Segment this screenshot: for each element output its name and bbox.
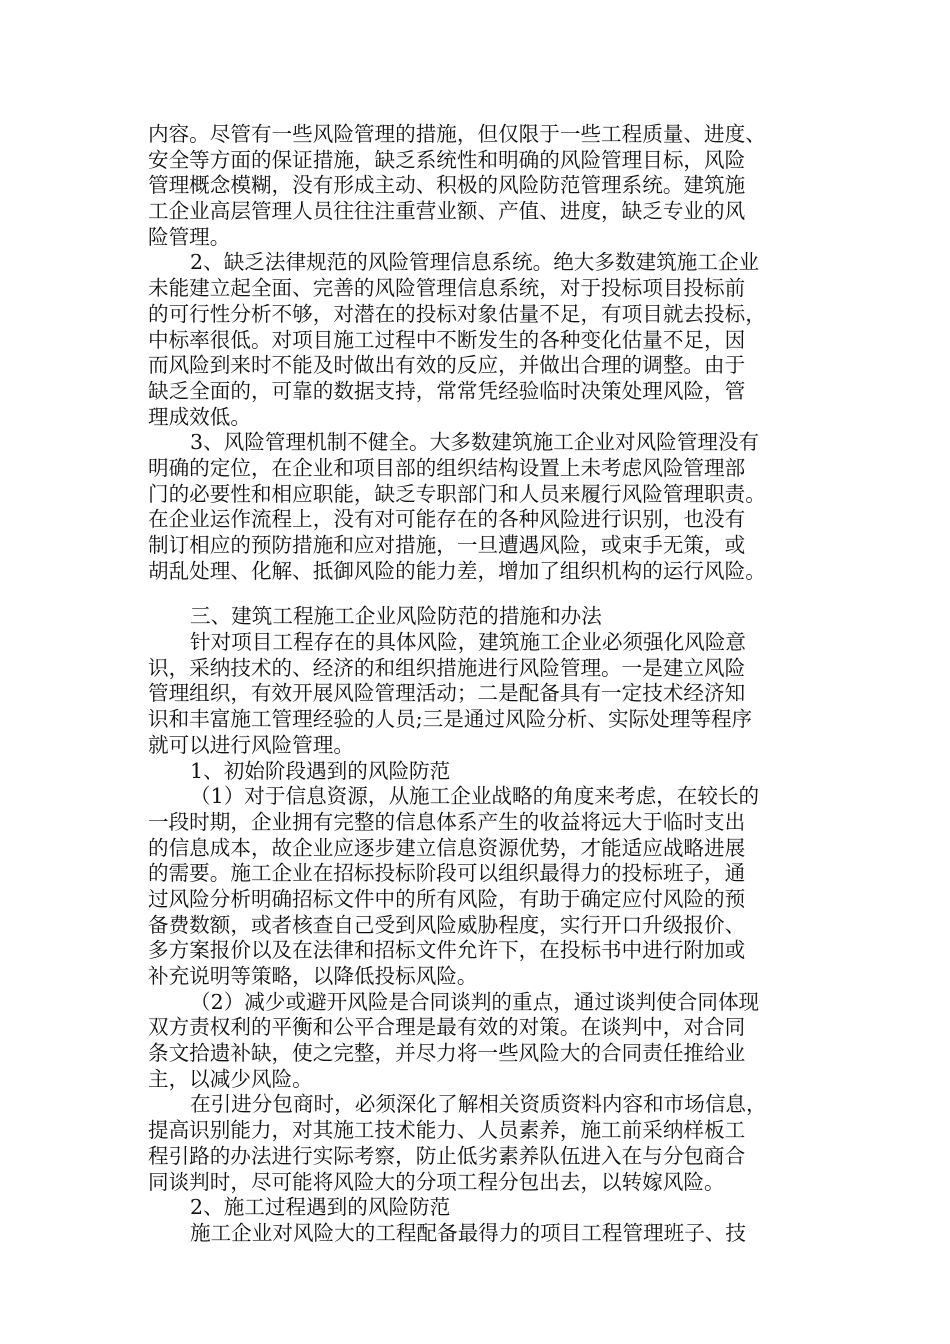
text-line: 2、缺乏法律规范的风险管理信息系统。绝大多数建筑施工企业 [190, 250, 760, 275]
document-page [148, 122, 803, 1247]
text-line: 管理组织，有效开展风险管理活动；二是配备具有一定技术经济知 [148, 681, 746, 706]
text-line: 未能建立起全面、完善的风险管理信息系统，对于投标项目投标前 [148, 276, 746, 301]
paragraph [148, 1221, 803, 1247]
text-line: 就可以进行风险管理。 [148, 732, 354, 757]
paragraph [148, 1195, 803, 1221]
paragraph [148, 759, 803, 785]
text-line: 在企业运作流程上，没有对可能存在的各种风险进行识别，也没有 [148, 507, 746, 532]
paragraph [148, 604, 803, 630]
paragraph [148, 784, 803, 990]
text-line: 而风险到来时不能及时做出有效的反应，并做出合理的调整。由于 [148, 353, 746, 378]
text-line: 主，以减少风险。 [148, 1066, 313, 1091]
text-line: 2、施工过程遇到的风险防范 [190, 1195, 451, 1220]
text-line: 三、建筑工程施工企业风险防范的措施和办法 [190, 604, 602, 629]
section-spacer [148, 584, 803, 604]
text-line: 识和丰富施工管理经验的人员;三是通过风险分析、实际处理等程序 [148, 707, 753, 732]
text-line: 一段时期，企业拥有完整的信息体系产生的收益将远大于临时支出 [148, 809, 746, 834]
text-line: 明确的定位，在企业和项目部的组织结构设置上未考虑风险管理部 [148, 455, 746, 480]
text-line: 胡乱处理、化解、抵御风险的能力差，增加了组织机构的运行风险。 [148, 558, 766, 583]
paragraph [148, 122, 803, 250]
text-line: 3、风险管理机制不健全。大多数建筑施工企业对风险管理没有 [190, 430, 760, 455]
text-line: 双方责权利的平衡和公平合理是最有效的对策。在谈判中，对合同 [148, 1015, 746, 1040]
text-line: 的可行性分析不够，对潜在的投标对象估量不足，有项目就去投标， [148, 301, 766, 326]
text-line: 程引路的办法进行实际考察，防止低劣素养队伍进入在与分包商合 [148, 1143, 746, 1168]
text-line: （2）减少或避开风险是合同谈判的重点，通过谈判使合同体现 [190, 989, 760, 1014]
text-line: 1、初始阶段遇到的风险防范 [190, 758, 451, 783]
text-line: 施工企业对风险大的工程配备最得力的项目工程管理班子、技 [190, 1220, 747, 1245]
paragraph [148, 630, 803, 758]
text-line: （1）对于信息资源，从施工企业战略的角度来考虑，在较长的 [190, 784, 760, 809]
paragraph [148, 1092, 803, 1195]
text-line: 理成效低。 [148, 404, 251, 429]
text-line: 工企业高层管理人员往往注重营业额、产值、进度，缺乏专业的风 [148, 199, 746, 224]
text-line: 门的必要性和相应职能，缺乏专职部门和人员来履行风险管理职责。 [148, 481, 766, 506]
text-line: 针对项目工程存在的具体风险，建筑施工企业必须强化风险意 [190, 630, 747, 655]
text-line: 备费数额，或者核查自己受到风险威胁程度，实行开口升级报价、 [148, 912, 746, 937]
text-line: 的需要。施工企业在招标投标阶段可以组织最得力的投标班子，通 [148, 861, 746, 886]
paragraph [148, 430, 803, 584]
paragraph [148, 990, 803, 1093]
text-line: 安全等方面的保证措施，缺乏系统性和明确的风险管理目标，风险 [148, 147, 746, 172]
text-line: 险管理。 [148, 224, 231, 249]
text-line: 的信息成本，故企业应逐步建立信息资源优势，才能适应战略进展 [148, 835, 746, 860]
text-line: 条文拾遗补缺，使之完整，并尽力将一些风险大的合同责任推给业 [148, 1041, 746, 1066]
text-line: 多方案报价以及在法律和招标文件允许下，在投标书中进行附加或 [148, 938, 746, 963]
text-line: 识，采纳技术的、经济的和组织措施进行风险管理。一是建立风险 [148, 655, 746, 680]
text-line: 提高识别能力，对其施工技术能力、人员素养，施工前采纳样板工 [148, 1118, 746, 1143]
paragraph [148, 250, 803, 430]
text-line: 管理概念模糊，没有形成主动、积极的风险防范管理系统。建筑施 [148, 173, 746, 198]
text-line: 补充说明等策略，以降低投标风险。 [148, 964, 478, 988]
text-line: 在引进分包商时，必须深化了解相关资质资料内容和市场信息， [190, 1092, 767, 1117]
text-line: 中标率很低。对项目施工过程中不断发生的各种变化估量不足，因 [148, 327, 746, 352]
text-line: 制订相应的预防措施和应对措施，一旦遭遇风险，或束手无策，或 [148, 533, 746, 557]
text-line: 内容。尽管有一些风险管理的措施，但仅限于一些工程质量、进度、 [148, 122, 766, 146]
text-line: 缺乏全面的，可靠的数据支持，常常凭经验临时决策处理风险，管 [148, 378, 746, 403]
text-line: 过风险分析明确招标文件中的所有风险，有助于确定应付风险的预 [148, 886, 746, 911]
text-line: 同谈判时，尽可能将风险大的分项工程分包出去，以转嫁风险。 [148, 1169, 725, 1194]
